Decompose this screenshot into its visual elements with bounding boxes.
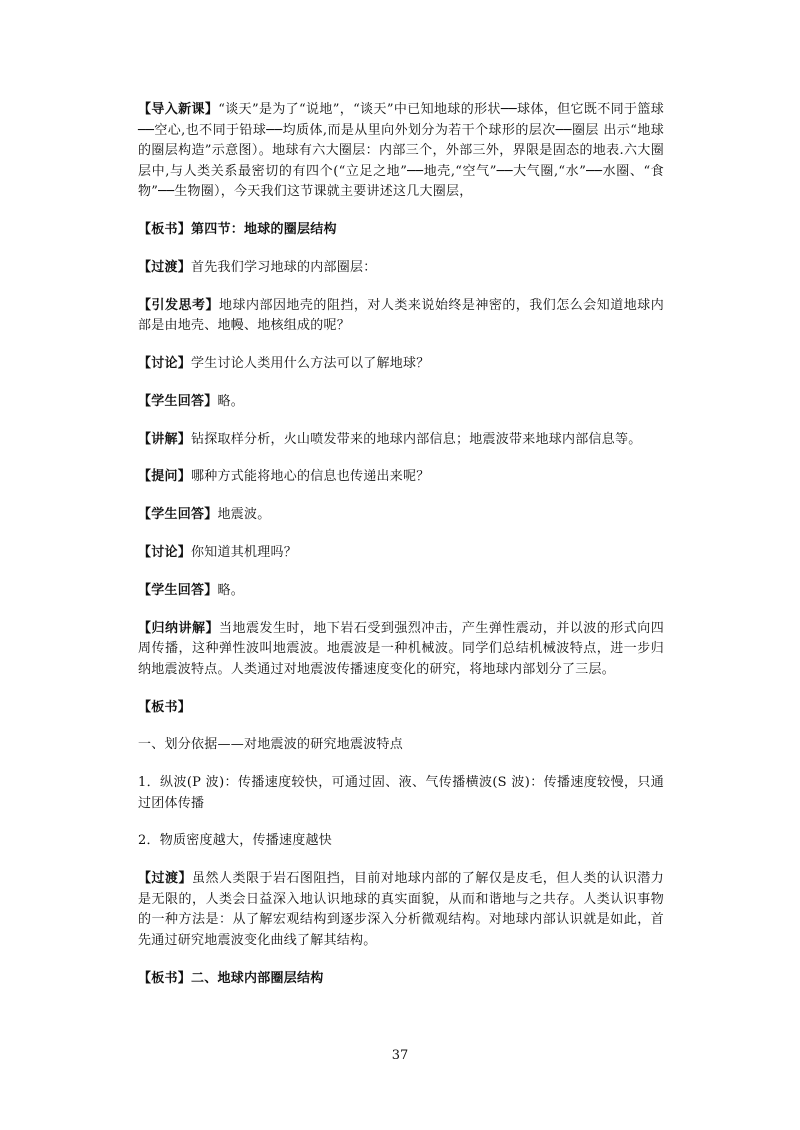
paragraph-board-structure [138, 969, 664, 990]
paragraph-text: 首先我们学习地球的内部圈层： [191, 259, 377, 275]
paragraph-answer [138, 581, 664, 602]
paragraph-text: 地球内部因地壳的阻挡，对人类来说始终是神密的，我们怎么会知道地球内部是由地壳、地幔、地核组成的呢？ [138, 297, 664, 334]
paragraph-explain [138, 430, 664, 451]
paragraph-board [138, 698, 664, 719]
paragraph-tag: 【导入新课】 [138, 102, 219, 117]
paragraph-tag: 【过渡】 [138, 871, 192, 887]
paragraph-tag: 【学生回答】 [138, 507, 218, 523]
paragraph-tag: 【引发思考】 [138, 297, 219, 313]
paragraph-question [138, 467, 664, 488]
section-title: 二、地球内部圈层结构 [191, 970, 324, 986]
paragraph-intro [138, 100, 664, 203]
paragraph-answer [138, 505, 664, 526]
paragraph-summary [138, 619, 664, 681]
paragraph-tag: 【板书】 [138, 222, 192, 238]
paragraph-tag: 【讨论】 [138, 356, 192, 372]
paragraph-tag: 【过渡】 [138, 259, 192, 275]
paragraph-item-2 [138, 831, 664, 852]
paragraph-text: “谈天”是为了“说地”，“谈天”中已知地球的形状──球体，但它既不同于篮球──空心,也不同于铅球──均质体,而是从里向外划分为若干个球形的层次──圈层 出示“地球的圈层构造”示意图）。地球有六大圈层：内部三个，外部三外，界限是固态的地表.六大圈层中,与人类关系最密切的有四个(“立足之地”──地壳,“空气”──大气圈,“水”──水圈、“食物”──生物圈），今天我们这节课就主要讲述这几大圈层， [138, 102, 664, 200]
paragraph-tag: 【板书】 [138, 699, 192, 715]
paragraph-discuss [138, 543, 664, 564]
document-body [138, 100, 664, 1007]
paragraph-text: 当地震发生时，地下岩石受到强烈冲击，产生弹性震动，并以波的形式向四周传播，这种弹性波叫地震波。地震波是一种机械波。同学们总结机械波特点，进一步归纳地震波特点。人类通过对地震波传播速度变化的研究，将地球内部划分了三层。 [138, 620, 664, 677]
paragraph-tag: 【讨论】 [138, 545, 192, 560]
paragraph-tag: 【讲解】 [138, 431, 192, 447]
paragraph-text: 2．物质密度越大，传播速度越快 [138, 833, 333, 849]
paragraph-board-title [138, 220, 664, 241]
paragraph-text: 虽然人类限于岩石图阻挡，目前对地球内部的了解仅是皮毛，但人类的认识潜力是无限的，人类会日益深入地认识地球的真实面貌，从而和谐地与之共存。人类认识事物的一种方法是：从了解宏观结构到逐步深入分析微观结构。对地球内部认识就是如此，首先通过研究地震波变化曲线了解其结构。 [138, 871, 664, 949]
paragraph-text: 略。 [217, 393, 245, 409]
paragraph-transition-2 [138, 869, 664, 951]
paragraph-basis [138, 735, 664, 756]
paragraph-text: 一、划分依据——对地震波的研究地震波特点 [138, 737, 404, 753]
paragraph-text: 略。 [217, 582, 245, 598]
paragraph-transition [138, 258, 664, 279]
paragraph-text: 地震波。 [217, 507, 271, 523]
paragraph-text: 1．纵波(P 波)：传播速度较快，可通过固、液、气传播横波(S 波)：传播速度较慢，只通过团体传播 [138, 775, 664, 811]
paragraph-tag: 【归纳讲解】 [138, 620, 219, 636]
section-title: 第四节：地球的圈层结构 [191, 222, 337, 238]
paragraph-tag: 【提问】 [138, 469, 192, 485]
paragraph-tag: 【板书】 [138, 970, 192, 986]
paragraph-tag: 【学生回答】 [138, 393, 218, 409]
page-number: 37 [391, 1048, 409, 1063]
paragraph-discuss [138, 354, 664, 375]
paragraph-text: 学生讨论人类用什么方法可以了解地球？ [191, 356, 430, 372]
paragraph-item-1 [138, 773, 664, 814]
paragraph-answer [138, 392, 664, 413]
paragraph-tag: 【学生回答】 [138, 582, 218, 598]
paragraph-text: 钻探取样分析，火山喷发带来的地球内部信息；地震波带来地球内部信息等。 [191, 431, 642, 447]
paragraph-text: 你知道其机理吗？ [191, 545, 298, 560]
paragraph-text: 哪种方式能将地心的信息也传递出来呢？ [191, 469, 430, 485]
paragraph-think [138, 296, 664, 337]
